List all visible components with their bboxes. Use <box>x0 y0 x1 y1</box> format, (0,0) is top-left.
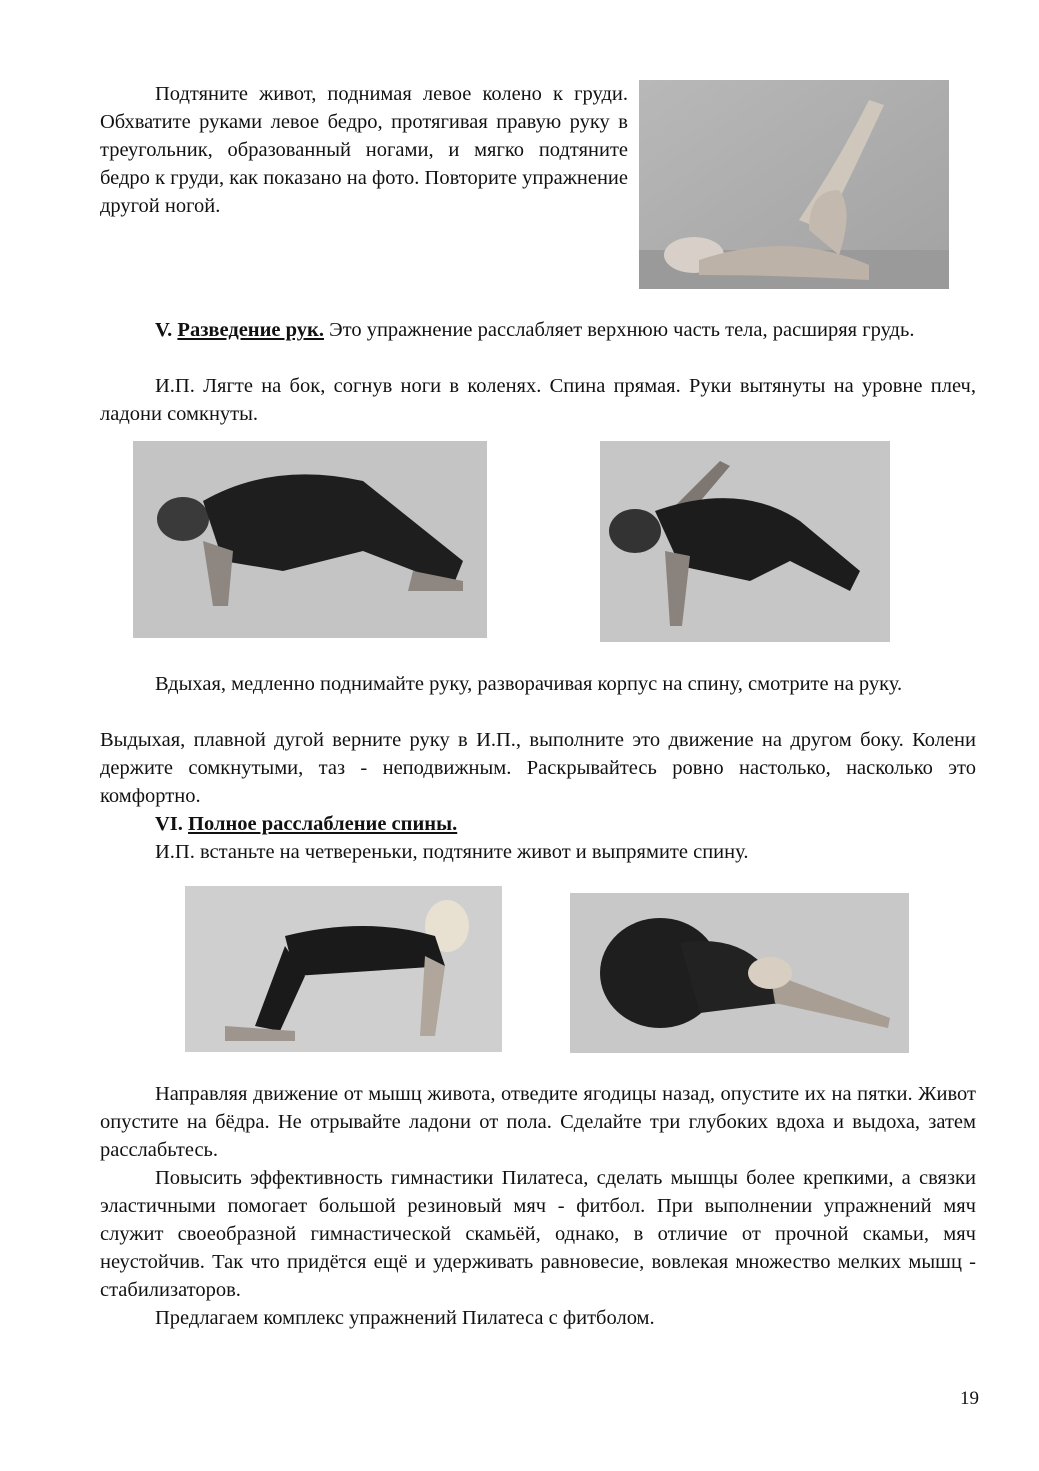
section-6-heading <box>100 810 976 838</box>
photo-side-lying-arm-raised <box>600 441 890 642</box>
intro-paragraph: Подтяните живот, поднимая левое колено к груди. Обхватите руками левое бедро, протягивая правую руку в треугольник, образованный ногами, и мягко подтяните бедро к груди, как показано на фото. Повторите упражнение другой ногой. <box>100 83 628 217</box>
section-5-description: Это упражнение расслабляет верхнюю часть тела, расширяя грудь. <box>323 319 915 341</box>
section-6-step-1: Направляя движение от мышц живота, отведите ягодицы назад, опустите их на пятки. Живот опустите на бёдра. Не отрывайте ладони от пола. Сделайте три глубоких вдоха и выдоха, затем расслабьтесь. <box>100 1083 976 1161</box>
section-6-title: Полное расслабление спины. <box>188 813 458 835</box>
section-6-start-position: И.П. встаньте на четвереньки, подтяните живот и выпрямите спину. <box>155 841 749 863</box>
photo-child-pose <box>570 893 909 1053</box>
section-5-intro <box>100 316 976 344</box>
fitball-paragraph: Повысить эффективность гимнастики Пилатеса, сделать мышцы более крепкими, а связки эластичными помогает большой резиновый мяч - фитбол. При выполнении упражнений мяч служит своеобразной гимнастической скамьёй, однако, в отличие от прочной скамьи, мяч неустойчив. Так что придётся ещё и удерживать равновесие, вовлекая множество мелких мышц - стабилизаторов. <box>100 1167 976 1301</box>
section-5-step-2: Выдыхая, плавной дугой верните руку в И.П., выполните это движение на другом боку. Колени держите сомкнутыми, таз - неподвижным. Раскрывайтесь ровно настолько, насколько это комфортно. <box>100 729 976 807</box>
section-5-number: V. <box>155 319 173 341</box>
fitball-offer: Предлагаем комплекс упражнений Пилатеса с фитболом. <box>155 1307 655 1329</box>
section-5-step-1: Вдыхая, медленно поднимайте руку, разворачивая корпус на спину, смотрите на руку. <box>155 673 903 695</box>
photo-all-fours <box>185 886 502 1052</box>
photo-side-lying-start <box>133 441 487 638</box>
page-number: 19 <box>960 1388 979 1409</box>
section-5-start-position: И.П. Лягте на бок, согнув ноги в коленях. Спина прямая. Руки вытянуты на уровне плеч, ладони сомкнуты. <box>100 375 976 425</box>
photo-knee-to-chest <box>639 80 949 289</box>
section-5-title: Разведение рук. <box>177 319 324 341</box>
section-6-number: VI. <box>155 813 183 835</box>
